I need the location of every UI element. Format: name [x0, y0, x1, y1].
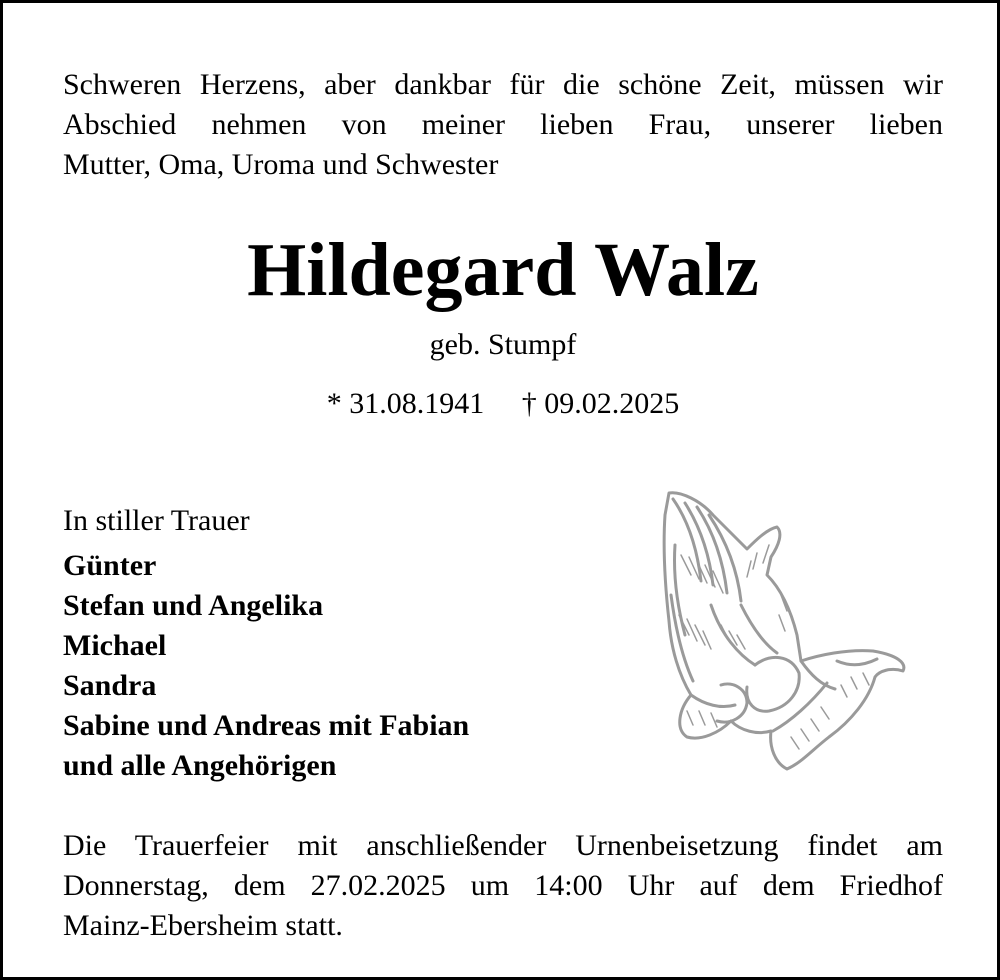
- mourner-item: Sandra: [63, 669, 157, 702]
- maiden-name: geb. Stumpf: [429, 328, 577, 361]
- intro-line: Mutter, Oma, Uroma und Schwester: [63, 148, 499, 181]
- mourner-item: Günter: [63, 549, 157, 582]
- closing-line: Mainz-Ebersheim statt.: [63, 909, 343, 942]
- mourner-item: Stefan und Angelika: [63, 589, 324, 622]
- mourner-item: und alle Angehörigen: [63, 749, 337, 782]
- closing-text: [63, 826, 943, 946]
- closing-line: Donnerstag, dem 27.02.2025 um 14:00 Uhr auf dem Friedhof: [63, 869, 943, 902]
- deceased-name: Hildegard Walz: [247, 228, 759, 312]
- intro-text: [63, 65, 943, 185]
- intro-line: Schweren Herzens, aber dankbar für die schöne Zeit, müssen wir: [63, 68, 943, 101]
- intro-line: Abschied nehmen von meiner lieben Frau, unserer lieben: [63, 108, 943, 141]
- mourners-list: [63, 546, 469, 786]
- mourner-item: Michael: [63, 629, 167, 662]
- mourning-heading: In stiller Trauer: [63, 504, 250, 537]
- closing-line: Die Trauerfeier mit anschließender Urnenbeisetzung findet am: [63, 829, 943, 862]
- mourner-item: Sabine und Andreas mit Fabian: [63, 709, 470, 742]
- life-dates: * 31.08.1941 † 09.02.2025: [326, 387, 680, 420]
- praying-hands-icon: [651, 485, 913, 775]
